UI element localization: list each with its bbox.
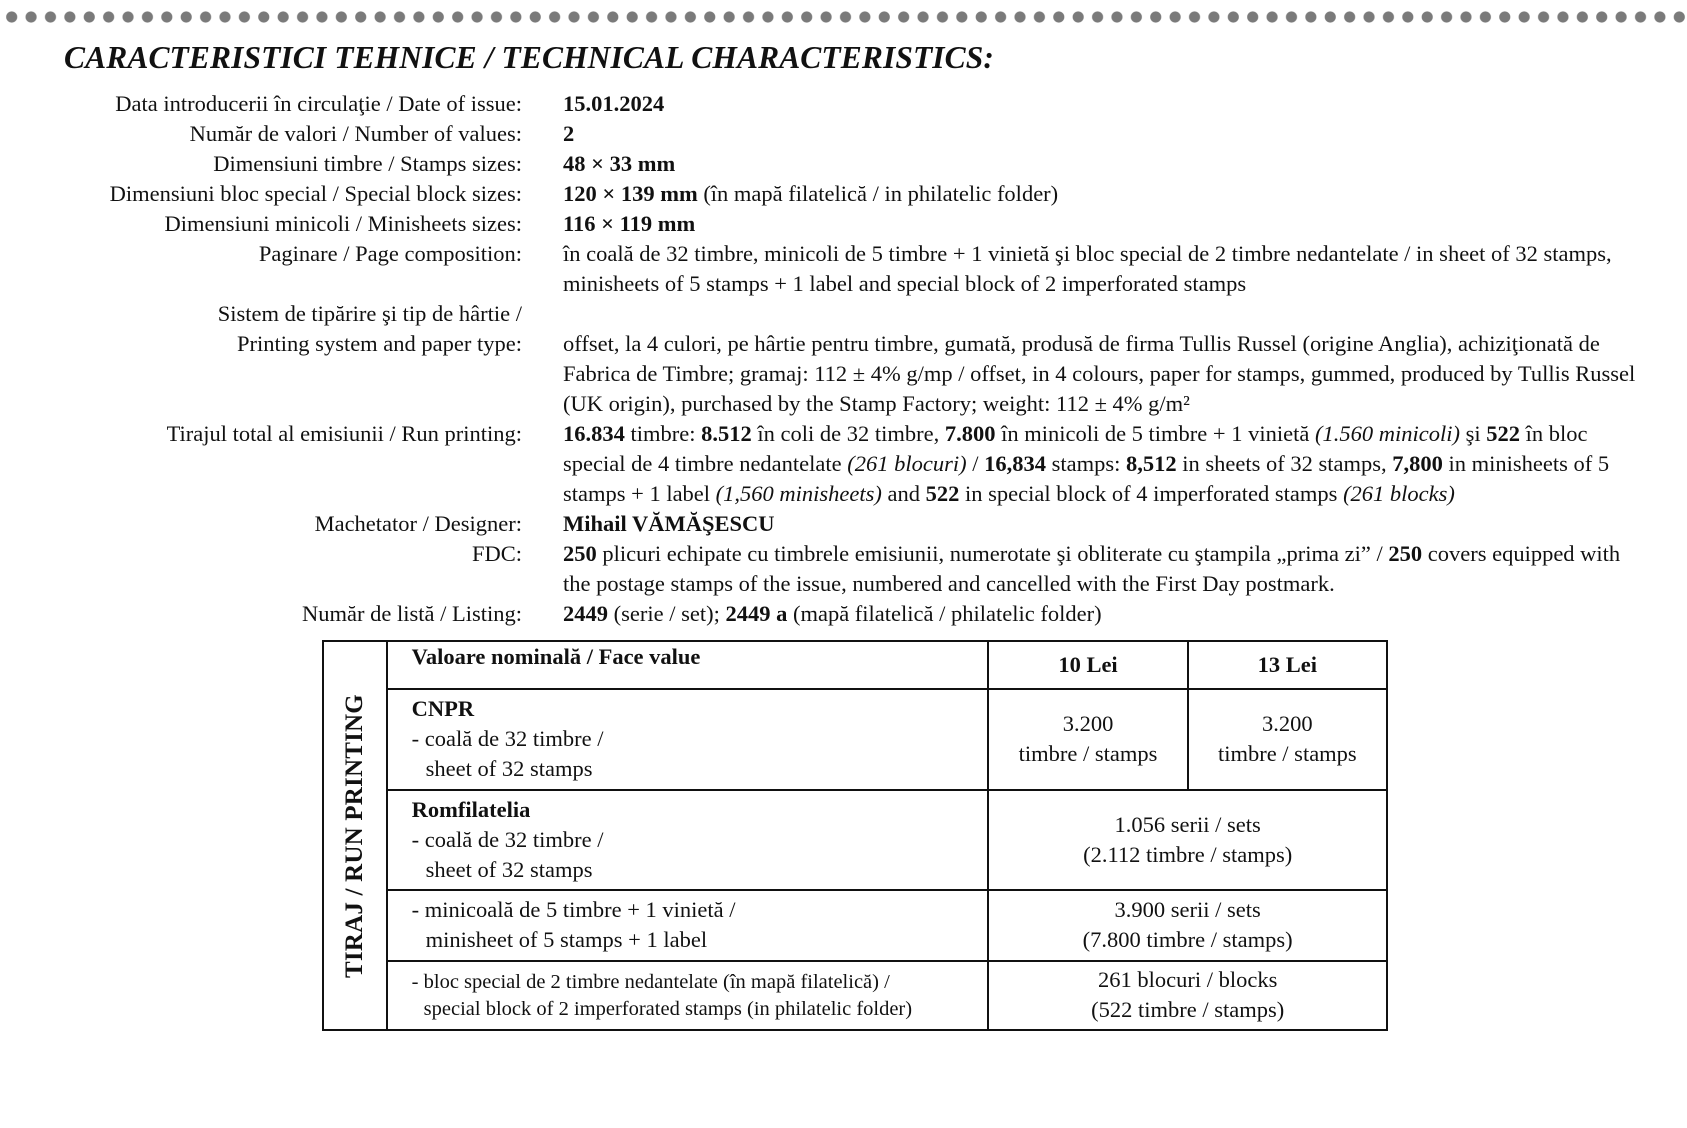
spec-value xyxy=(563,89,1648,119)
run-printing-table xyxy=(322,640,1388,1031)
spec-label: Tirajul total al emisiunii / Run printing: xyxy=(166,421,522,446)
perforation-border xyxy=(0,10,1687,24)
run-minisheets: 7.800 xyxy=(944,421,996,446)
run-blocks: 522 xyxy=(1486,421,1520,446)
block-value: 261 blocuri / blocks (522 timbre / stamps) xyxy=(988,961,1387,1030)
spec-row-block-sizes xyxy=(0,179,1687,209)
spec-value xyxy=(563,209,1648,239)
spec-row-listing xyxy=(0,599,1687,629)
spec-value: offset, la 4 culori, pe hârtie pentru timbre, gumată, produsă de firma Tullis Russel (origine Anglia), achiziţionată de Fabrica de Timbre; gramaj: 112 ± 4% g/mp / offset, in 4 colours, paper for stamps, gummed, produced by Tullis Russel (UK origin), purchased by the Stamp Factory; weight: 112 ± 4% g/m² xyxy=(563,331,1636,416)
table-row-romfilatelia xyxy=(323,790,1387,891)
spec-label: Număr de listă / Listing: xyxy=(302,601,522,626)
table-header-row xyxy=(323,641,1387,689)
spec-label: Data introducerii în circulaţie / Date of issue: xyxy=(115,91,522,116)
specs-list xyxy=(0,89,1687,629)
spec-label: Printing system and paper type: xyxy=(237,331,522,356)
spec-label: Sistem de tipărire şi tip de hârtie / xyxy=(217,301,522,326)
spec-row-printing xyxy=(0,329,1687,419)
run-total: 16.834 xyxy=(563,421,625,446)
minisheet-desc: - minicoală de 5 timbre + 1 vinietă / minisheet of 5 stamps + 1 label xyxy=(387,890,989,960)
spec-row-values xyxy=(0,119,1687,149)
cnpr-desc: CNPR - coală de 32 timbre / sheet of 32 stamps xyxy=(387,689,989,790)
spec-row-printing-label xyxy=(0,299,1687,329)
spec-label: Paginare / Page composition: xyxy=(258,241,522,266)
table-row-minisheet xyxy=(323,890,1387,960)
spec-label: Număr de valori / Number of values: xyxy=(189,121,522,146)
spec-value xyxy=(563,149,1648,179)
cnpr-13-lei-value: 3.200 timbre / stamps xyxy=(1188,689,1387,790)
spec-value xyxy=(563,179,1648,209)
block-desc: - bloc special de 2 timbre nedantelate (în mapă filatelică) / special block of 2 imperforated stamps (in philatelic folder) xyxy=(387,961,989,1030)
page-title: CARACTERISTICI TEHNICE / TECHNICAL CHARACTERISTICS: xyxy=(64,40,994,75)
spec-value: 250 plicuri echipate cu timbrele emisiunii, numerotate şi obliterate cu ştampila „prima zi” / 250 covers equipped with the postage stamps of the issue, numbered and cancelled with the First Day postmark. xyxy=(563,541,1621,596)
spec-label: Machetator / Designer: xyxy=(314,511,522,536)
table-row-block xyxy=(323,961,1387,1030)
date-value: 15.01.2024 xyxy=(563,91,665,116)
spec-row-run-printing xyxy=(0,419,1687,509)
spec-row-designer xyxy=(0,509,1687,539)
header-13-lei: 13 Lei xyxy=(1188,641,1387,689)
spec-value: 16.834 timbre: 8.512 în coli de 32 timbre, 7.800 în minicoli de 5 timbre + 1 vinietă (1.560 minicoli) şi 522 în bloc special de 4 timbre nedantelate (261 blocuri) / 16,834 stamps: 8,512 in sheets of 32 stamps, 7,800 in minisheets of 5 stamps + 1 label (1,560 minisheets) and 522 in special block of 4 imperforated stamps (261 blocks) xyxy=(563,421,1610,506)
minisheet-sizes-value: 116 × 119 mm xyxy=(563,211,696,236)
stamp-sizes-value: 48 × 33 mm xyxy=(563,151,676,176)
run-sheets: 8.512 xyxy=(701,421,752,446)
spec-label: FDC: xyxy=(471,541,522,566)
spec-label: Dimensiuni minicoli / Minisheets sizes: xyxy=(164,211,522,236)
minisheet-value: 3.900 serii / sets (7.800 timbre / stamps) xyxy=(988,890,1387,960)
spec-row-minisheet-sizes xyxy=(0,209,1687,239)
romfilatelia-desc: Romfilatelia - coală de 32 timbre / sheet of 32 stamps xyxy=(387,790,989,891)
side-label-cell xyxy=(323,641,387,1030)
header-10-lei: 10 Lei xyxy=(988,641,1187,689)
block-sizes-note: (în mapă filatelică / in philatelic folder) xyxy=(697,181,1059,206)
cnpr-10-lei-value: 3.200 timbre / stamps xyxy=(988,689,1187,790)
spec-value xyxy=(563,119,1648,149)
spec-row-stamp-sizes xyxy=(0,149,1687,179)
spec-row-fdc xyxy=(0,539,1687,599)
spec-label: Dimensiuni bloc special / Special block sizes: xyxy=(109,181,522,206)
spec-value xyxy=(563,509,1648,539)
designer-name: Mihail VĂMĂŞESCU xyxy=(563,511,775,536)
romfilatelia-value: 1.056 serii / sets (2.112 timbre / stamps) xyxy=(988,790,1387,891)
spec-row-page-composition xyxy=(0,239,1687,299)
side-label: TIRAJ / RUN PRINTING xyxy=(340,693,368,978)
values-count: 2 xyxy=(563,121,575,146)
table-row-cnpr xyxy=(323,689,1387,790)
block-sizes-value: 120 × 139 mm xyxy=(563,181,698,206)
header-face-value: Valoare nominală / Face value xyxy=(387,641,989,689)
spec-row-date xyxy=(0,89,1687,119)
spec-value: 2449 (serie / set); 2449 a (mapă filatelică / philatelic folder) xyxy=(563,601,1102,626)
spec-value: în coală de 32 timbre, minicoli de 5 timbre + 1 vinietă şi bloc special de 2 timbre nedantelate / in sheet of 32 stamps, minisheets of 5 stamps + 1 label and special block of 2 imperforated stamps xyxy=(563,241,1612,296)
spec-label: Dimensiuni timbre / Stamps sizes: xyxy=(213,151,522,176)
